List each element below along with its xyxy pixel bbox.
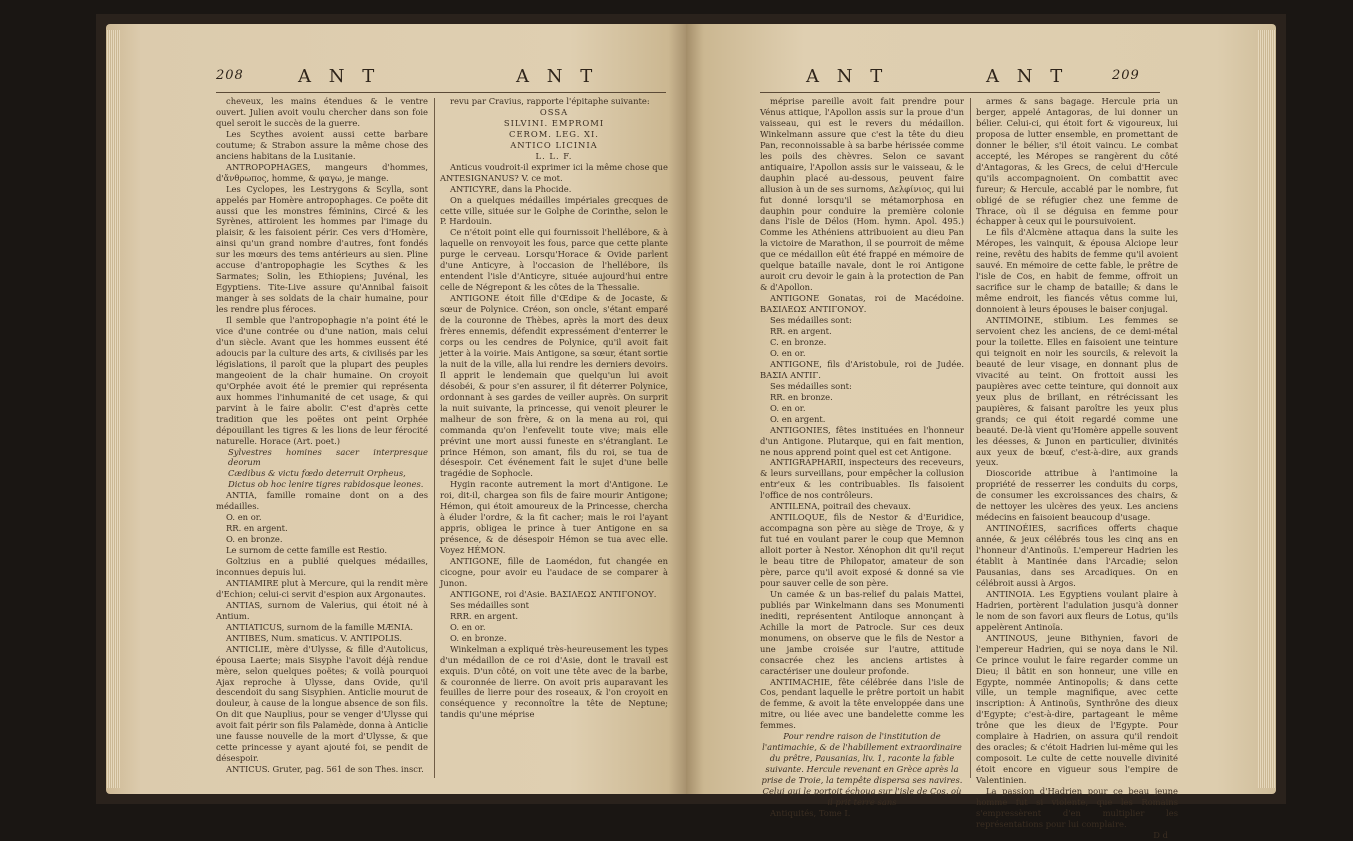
open-book bbox=[96, 14, 1286, 840]
right-running-head-left: A N T bbox=[806, 66, 889, 87]
paragraph: ANTINOÉIES, sacrifices offerts chaque année, & jeux célébrés tous les cinq ans en l'honneur d'Antinoüs. L'empereur Hadrien les établit à Mantinée dans l'Arcadie; selon Pausanias, dans ses Arcadiques. On en célébroit aussi à Argos. bbox=[976, 523, 1178, 588]
right-header-rule bbox=[760, 92, 1160, 93]
paragraph: Dictus ob hoc lenire tigres rabidosque leones. bbox=[228, 479, 424, 490]
right-running-head: A N T bbox=[986, 66, 1069, 87]
paragraph: Goltzius en a publié quelques médailles, inconnues depuis lui. bbox=[216, 556, 428, 577]
paragraph: Ses médailles sont: bbox=[770, 380, 852, 391]
paragraph: O. en bronze. bbox=[450, 632, 507, 643]
paragraph: ANTIGONE étoit fille d'Œdipe & de Jocaste, & sœur de Polynice. Créon, son oncle, s'étant emparé de la couronne de Thèbes, après la mort des deux frères ennemis, défendit expressément d'enterrer le corps ou les cendres de Polynice, qu'il avoit fait jetter à la voirie. Mais Antigone, sa sœur, étant sortie la nuit de la ville, alla lui rendre les derniers devoirs. Il apprit le lendemain que quelqu'un lui avoit désobéi, & pour s'en assurer, il fit déterrer Polynice, ordonnant à ses gardes de veiller auprès. On surprit la nuit suivante, la princesse, qui venoit pleurer le malheur de son frère, & on la mena au roi, qui commanda qu'on l'enfevelit toute vive; mais elle prévint une mort aussi funeste en s'étranglant. Le prince Hémon, son amant, fils du roi, se tua de désespoir. Cet événement fait le sujet d'une belle tragédie de Sophocle. bbox=[440, 293, 668, 479]
paragraph: Hygin raconte autrement la mort d'Antigone. Le roi, dit-il, chargea son fils de faire mourir Antigone; Hémon, qui étoit amoureux de la Princesse, chercha à éluder l'ordre, & la fit cacher; mais le roi l'ayant appris, obligea le prince à tuer Antigone en sa présence, & de désespoir Hémon se tua avec elle. Voyez HÉMON. bbox=[440, 479, 668, 556]
paragraph: ANTIMACHIE, fête célébrée dans l'isle de Cos, pendant laquelle le prêtre portoit un habit de femme, & avoit la tête enveloppée dans une mitre, ou liée avec une bandelette comme les femmes. bbox=[760, 676, 964, 731]
right-column-1 bbox=[760, 96, 964, 818]
left-running-head-right: A N T bbox=[516, 66, 599, 87]
paragraph: ANTILENA, poitrail des chevaux. bbox=[770, 501, 911, 512]
paragraph: Les Scythes avoient aussi cette barbare coutume; & Strabon assure la même chose des anciens habitans de la Lusitanie. bbox=[216, 128, 428, 161]
left-page-edges bbox=[106, 30, 120, 788]
paragraph: ANTIGONE, roi d'Asie. ΒΑΣΙΛΕΩΣ ΑΝΤΙΓΟΝΟΥ. bbox=[450, 588, 657, 599]
paragraph: Le surnom de cette famille est Restio. bbox=[226, 545, 388, 556]
paragraph: ANTIAS, surnom de Valerius, qui étoit né à Antium. bbox=[216, 599, 428, 621]
right-page-edges bbox=[1258, 30, 1276, 788]
paragraph: ANTIA, famille romaine dont on a des médailles. bbox=[216, 490, 428, 512]
left-column-1 bbox=[216, 96, 428, 786]
paragraph: Dioscoride attribue à l'antimoine la propriété de resserrer les conduits du corps, de consumer les excroissances des chairs, & de nettoyer les ulcères des yeux. Les anciens médecins en faisoient beaucoup d'usage. bbox=[976, 468, 1178, 523]
left-column-divider bbox=[434, 98, 435, 778]
paragraph: Winkelman a expliqué très-heureusement les types d'un médaillon de ce roi d'Asie, dont le travail est exquis. D'un côté, on voit une tête avec de la barbe, & couronnée de lierre. On avoit pris auparavant les feuilles de lierre pour des roseaux, & l'on croyoit en conséquence y reconnoître la tête de Neptune; tandis qu'une méprise bbox=[440, 643, 668, 720]
paragraph: revu par Cravius, rapporte l'épitaphe suivante: bbox=[450, 96, 650, 106]
paragraph: Il semble que l'antropophagie n'a point été le vice d'une contrée ou d'une nation, mais celui d'un siècle. Avant que les hommes eussent été adoucis par la culture des arts, & civilisés par les législations, il paroît que la plupart des peuples mangeoient de la chair humaine. On croyoit qu'Orphée avoit été le premier qui représenta aux hommes l'inhumanité de cet usage, & qui parvint à le faire abolir. C'est d'après cette tradition que les poëtes ont peint Orphée dépouillant les tigres & les lions de leur férocité naturelle. Horace (Art. poet.) bbox=[216, 315, 428, 446]
left-page-number: 208 bbox=[216, 68, 244, 83]
paragraph: ANTIGONIES, fêtes instituées en l'honneur d'un Antigone. Plutarque, qui en fait mention, ne nous apprend point quel est cet Antigone. bbox=[760, 424, 964, 457]
paragraph: Ses médailles sont: bbox=[770, 315, 852, 326]
left-running-head: A N T bbox=[298, 66, 381, 87]
paragraph: ANTIGONE, fils d'Aristobule, roi de Judée. ΒΑΣΙΛ ΑΝΤΙΓ. bbox=[760, 358, 964, 380]
paragraph: C. en bronze. bbox=[770, 336, 827, 347]
paragraph: Un camée & un bas-relief du palais Mattei, publiés par Winkelmann dans ses Monumenti inediti, représentent Antiloque annonçant à Achille la mort de Patrocle. Sur ces deux monumens, on observe que le fils de Nestor a une jambe croisée sur l'autre, attitude consacrée chez les anciens artistes à caractériser une douleur profonde. bbox=[760, 588, 964, 676]
paragraph: Pour rendre raison de l'institution de l'antimachie, & de l'habillement extraordinaire du prêtre, Pausanias, liv. 1, raconte la fable suivante. Hercule revenant en Grèce après la prise de Troie, la tempête dispersa ses navires. Celui qui le portoit échoua sur l'isle de Cos, où il prit terre sans bbox=[761, 731, 963, 807]
paragraph: CEROM. LEG. XI. bbox=[509, 128, 599, 139]
paragraph: ANTIMOINE, stibium. Les femmes se servoient chez les anciens, de ce demi-métal pour la toilette. Elles en faisoient une teinture qui teignoit en noir les sourcils, & relevoit la beauté de leur visage, en donnant plus de vivacité au teint. On frottoit aussi les paupières avec cette teinture, qui donnoit aux yeux plus de brillant, en rétrécissant les paupières, & faisant paroître les yeux plus grands; ce qui étoit regardé comme une beauté. De-là vient qu'Homère appelle souvent les déesses, & Junon en particulier, divinités aux yeux de bœuf, c'est-à-dire, aux grands yeux. bbox=[976, 315, 1178, 468]
paragraph: O. en argent. bbox=[770, 413, 826, 424]
paragraph: Les Cyclopes, les Lestrygons & Scylla, sont appelés par Homère antropophages. Ce poëte dit aussi que les monstres féminins, Circé & les Syrènes, attiroient les hommes par l'image du plaisir, & les faisoient périr. Ces vers d'Homère, ainsi qu'un grand nombre d'autres, font fondés sur les mœurs des tems antérieurs au sien. Pline accuse d'antropophagie les Scythes & les Sarmates; Solin, les Ethiopiens; Juvénal, les Egyptiens. Tite-Live assure qu'Annibal faisoit manger à ses soldats de la chair humaine, pour les rendre plus féroces. bbox=[216, 183, 428, 315]
paragraph: RR. en argent. bbox=[226, 523, 288, 534]
paragraph: ANTICO LICINIA bbox=[510, 139, 598, 150]
left-page-header bbox=[106, 66, 686, 90]
paragraph: Antiquités, Tome I. bbox=[770, 807, 851, 818]
paragraph: RR. en bronze. bbox=[770, 391, 833, 402]
paragraph: ANTICUS. Gruter, pag. 561 de son Thes. inscr. bbox=[226, 764, 424, 775]
paragraph: ANTINOUS, jeune Bithynien, favori de l'empereur Hadrien, qui se noya dans le Nil. Ce prince voulut le faire regarder comme un Dieu; il bâtit en son honneur, une ville en Egypte, nommée Antinopolis; & dans cette ville, un temple magnifique, avec cette inscription: À Antinoüs, Synthrône des dieux d'Egypte; c'est-à-dire, partageant le même trône que les dieux de l'Egypte. Pour complaire à Hadrien, on assura qu'il rendoit des oracles; & c'étoit Hadrien lui-même qui les composoit. Le culte de cette nouvelle divinité étoit encore en vigueur sous l'empire de Valentinien. bbox=[976, 632, 1178, 786]
right-page-header bbox=[686, 66, 1276, 90]
paragraph: On a quelques médailles impériales grecques de cette ville, située sur le Golphe de Corinthe, selon le P. Hardouin. bbox=[440, 194, 668, 227]
paragraph: Ce n'étoit point elle qui fournissoit l'hellébore, & à laquelle on renvoyoit les fous, parce que cette plante purge le cerveau. Lorsqu'Horace & Ovide parlent d'une Anticyre, à l'occasion de l'hellébore, ils entendent l'isle d'Anticyre, située aujourd'hui entre celle de Négrepont & les côtes de la Thessalie. bbox=[440, 227, 668, 293]
left-header-rule bbox=[216, 92, 666, 93]
paragraph: O. en or. bbox=[770, 347, 806, 358]
paragraph: D d bbox=[1153, 829, 1168, 840]
paragraph: ANTIGRAPHARII, inspecteurs des receveurs, & leurs surveillans, pour empêcher la collusion entr'eux & les contribuables. Ils faisoient l'office de nos contrôleurs. bbox=[760, 457, 964, 501]
paragraph: ANTIGONE, fille de Laomédon, fut changée en cicogne, pour avoir eu l'audace de se comparer à Junon. bbox=[440, 556, 668, 588]
right-column-divider bbox=[970, 98, 971, 778]
paragraph: O. en or. bbox=[770, 402, 806, 413]
left-column-2 bbox=[440, 96, 668, 786]
paragraph: L. L. F. bbox=[535, 150, 573, 161]
paragraph: Ses médailles sont bbox=[450, 599, 529, 610]
right-column-2 bbox=[976, 96, 1178, 840]
paragraph: O. en or. bbox=[226, 512, 262, 523]
paragraph: méprise pareille avoit fait prendre pour Vénus attique, l'Apollon assis sur la proue d'un vaisseau, qui est le revers du médaillon. Winkelmann assure que c'est la tête du dieu Pan, reconnoissable à sa barbe hérissée comme les poils des chèvres. Selon ce savant antiquaire, l'Apollon assis sur le vaisseau, & le dauphin placé au-dessous, peuvent faire allusion à un de ses surnoms, Δελφίνιος, qui lui fut donné lorsqu'il se métamorphosa en dauphin pour conduire la première colonie dans l'isle de Délos (Hom. hymn. Apol. 495.) Comme les Athéniens attribuoient au dieu Pan la victoire de Marathon, il se pourroit de même que ce médaillon eût été frappé en mémoire de quelque bataille navale, dont le roi Antigone auroit cru devoir le gain à la protection de Pan & d'Apollon. bbox=[760, 96, 964, 293]
right-page-number: 209 bbox=[1112, 68, 1140, 83]
paragraph: Sylvestres homines sacer interpresque deorum bbox=[228, 446, 428, 468]
paragraph: Cædibus & victu fœdo deterruit Orpheus, bbox=[228, 468, 406, 479]
paragraph: RRR. en argent. bbox=[450, 610, 518, 621]
paragraph: Anticus voudroit-il exprimer ici la même chose que ANTESIGNANUS? V. ce mot. bbox=[440, 161, 668, 183]
paragraph: cheveux, les mains étendues & le ventre ouvert. Julien avoit voulu chercher dans son foie quel seroit le succès de la guerre. bbox=[216, 96, 428, 128]
paragraph: ANTROPOPHAGES, mangeurs d'hommes, d'ἄνθρωπος, homme, & φαγω, je mange. bbox=[216, 161, 428, 183]
paragraph: O. en or. bbox=[450, 621, 486, 632]
paragraph: O. en bronze. bbox=[226, 534, 283, 545]
right-page bbox=[686, 24, 1276, 840]
paragraph: ANTICYRE, dans la Phocide. bbox=[450, 183, 572, 194]
paragraph: ANTILOQUE, fils de Nestor & d'Euridice, accompagna son père au siège de Troye, & y fut tué en voulant parer le coup que Memnon alloit porter à Nestor. Xénophon dit qu'il reçut le beau titre de Philopator, amateur de son père, parce qu'il avoit exposé & donné sa vie pour sauver celle de son père. bbox=[760, 512, 964, 588]
left-page bbox=[106, 24, 686, 794]
paragraph: ANTIGONE Gonatas, roi de Macédoine. ΒΑΣΙΛΕΩΣ ΑΝΤΙΓΟΝΟΥ. bbox=[760, 293, 964, 315]
paragraph: armes & sans bagage. Hercule pria un berger, appelé Antagoras, de lui donner un bélier. Celui-ci, qui étoit fort & vigoureux, lui proposa de lutter ensemble, en promettant de donner le bélier, s'il étoit vaincu. Le combat accepté, les Méropes se rangèrent du côté d'Antagoras, & les Grecs, de celui d'Hercule qu'ils accompagnoient. On combattit avec fureur; & Hercule, accablé par le nombre, fut obligé de se réfugier chez une femme de Thrace, où il se déguisa en femme pour échapper à ceux qui le poursuivoient. bbox=[976, 96, 1178, 227]
paragraph: OSSA bbox=[539, 106, 569, 117]
paragraph: ANTIBES, Num. smaticus. V. ANTIPOLIS. bbox=[226, 632, 402, 643]
paragraph: ANTICLIE, mère d'Ulysse, & fille d'Autolicus, épousa Laerte; mais Sisyphe l'avoit déjà rendue mère, selon quelques poëtes; & voilà pourquoi Ajax reproche à Ulysse, dans Ovide, qu'il descendoit du sang Sisyphien. Anticlie mourut de douleur, à cause de la longue absence de son fils. On dit que Nauplius, pour se venger d'Ulysse qui avoit fait périr son fils Palamède, donna à Anticlie une fausse nouvelle de la mort d'Ulysse, & que cette princesse y ayant ajouté foi, se pendit de désespoir. bbox=[216, 643, 429, 764]
paragraph: Le fils d'Alcmène attaqua dans la suite les Méropes, les vainquit, & épousa Alciope leur reine, revêtu des habits de femme qu'il avoient sauvé. En mémoire de cette fable, le prêtre de l'isle de Cos, en habit de femme, offroit un sacrifice sur le champ de bataille; & dans le même endroit, les fiancés vêtus comme lui, donnoient à leurs épouses le baiser conjugal. bbox=[976, 227, 1178, 315]
paragraph: La passion d'Hadrien pour ce beau jeune homme fut si violente, que les Romains s'empressèrent d'en multiplier les représentations pour lui complaire. bbox=[976, 786, 1178, 829]
paragraph: ANTIATICUS, surnom de la famille MÆNIA. bbox=[226, 621, 414, 632]
paragraph: RR. en argent. bbox=[770, 326, 832, 337]
paragraph: SILVINI. EMPROMI bbox=[503, 117, 605, 128]
paragraph: ANTINOIA. Les Egyptiens voulant plaire à Hadrien, portèrent l'adulation jusqu'à donner le nom de son favori aux fleurs de Lotus, qu'ils appelèrent Antinoïa. bbox=[976, 588, 1178, 632]
paragraph: ANTIAMIRE plut à Mercure, qui la rendit mère d'Echion; celui-ci servit d'espion aux Argonautes. bbox=[216, 577, 428, 599]
